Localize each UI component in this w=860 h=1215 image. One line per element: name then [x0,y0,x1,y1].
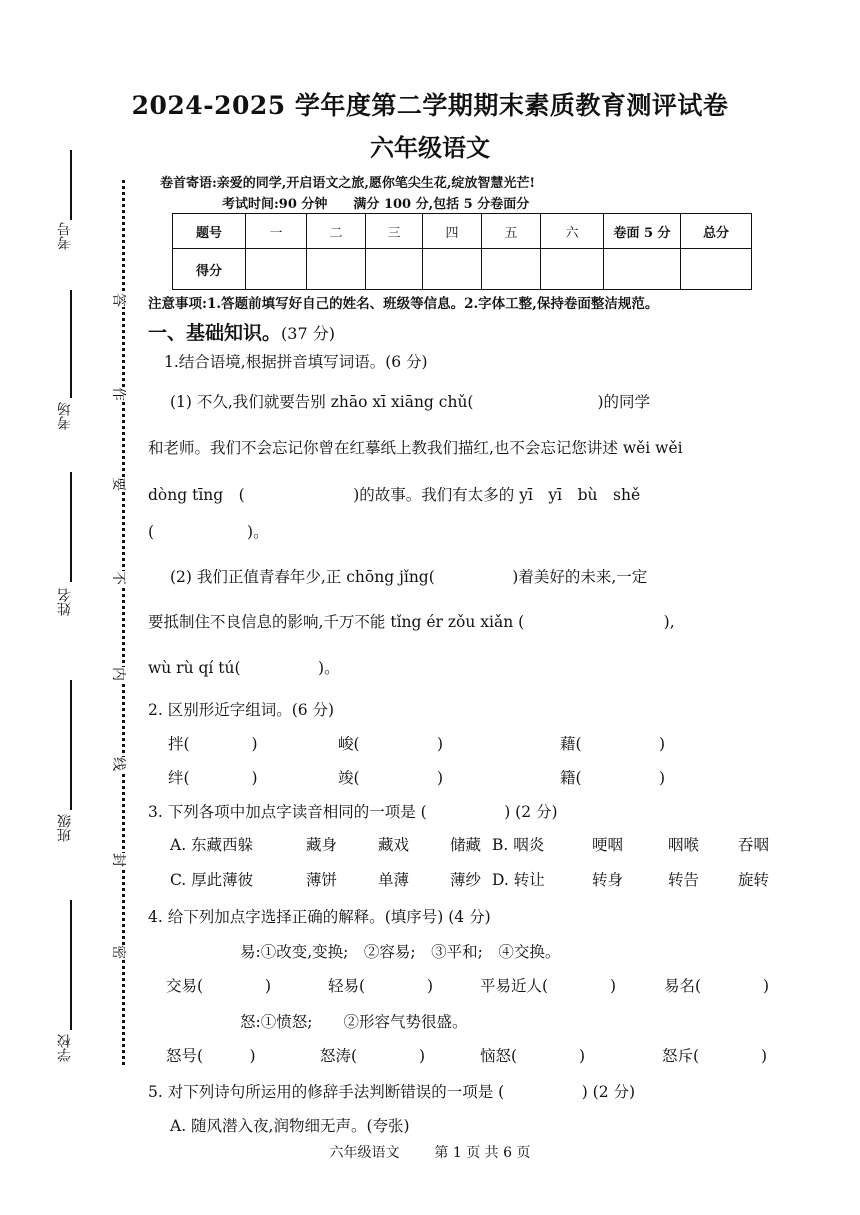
q5-option-a[interactable]: A. 随风潜入夜,润物细无声。(夸张) [170,1117,410,1135]
section-1-heading [148,318,335,345]
label-name: 姓名 [57,588,73,616]
q4-item[interactable]: 轻易( ) [328,977,434,995]
q3-word: 转告 [668,871,700,889]
table-cell: 题号 [173,214,246,249]
q4-nu-definition: 怒:①愤怒; ②形容气势很盛。 [240,1013,468,1031]
q4-item[interactable]: 交易( ) [166,977,272,995]
q1-p1-line4: ( )。 [148,523,269,541]
fill-line[interactable] [70,472,72,582]
score-cell[interactable] [482,249,541,290]
section-1-score: (37 分) [281,324,335,343]
q1-p1-line2: 和老师。我们不会忘记你曾在红摹纸上教我们描红,也不会忘记您讲述 wěi wěi [148,439,683,457]
seal-char: 内 [107,667,131,681]
section-1-title: 一、基础知识。 [148,322,282,344]
q5-stem: 5. 对下列诗句所运用的修辞手法判断错误的一项是 ( ) (2 分) [148,1083,636,1101]
q1-p1-line1: (1) 不久,我们就要告别 zhāo xī xiāng chǔ( )的同学 [170,393,651,411]
table-cell: 四 [423,214,482,249]
q3-word: 储藏 [450,836,482,854]
score-table-header-row [173,214,752,249]
q1-p1-line3: dòng tīng ( )的故事。我们有太多的 yī yī bù shě [148,486,641,504]
q1-p2-line1: (2) 我们正值青春年少,正 chōng jǐng( )着美好的未来,一定 [170,568,648,586]
q2-item[interactable]: 拌( ) [168,735,258,753]
table-cell: 卷面 5 分 [604,214,681,249]
q2-item[interactable]: 竣( ) [338,769,444,787]
label-class: 班级 [57,814,73,842]
label-exam-room: 考场 [57,402,73,430]
q3-option[interactable]: B. 咽炎 [492,836,545,854]
fill-line[interactable] [70,150,72,220]
exam-title: 2024-2025 学年度第二学期期末素质教育测评试卷 [131,91,729,120]
q2-stem: 2. 区别形近字组词。(6 分) [148,701,335,719]
score-table [172,213,752,290]
q4-item[interactable]: 怒斥( ) [662,1047,768,1065]
table-cell: 总分 [681,214,752,249]
notice: 注意事项:1.答题前填写好自己的姓名、班级等信息。2.字体工整,保持卷面整洁规范。 [148,296,659,312]
q4-stem: 4. 给下列加点字选择正确的解释。(填序号) (4 分) [148,908,491,926]
motto: 卷首寄语:亲爱的同学,开启语文之旅,愿你笔尖生花,绽放智慧光芒! [160,176,536,191]
q4-yi-definition: 易:①改变,变换; ②容易; ③平和; ④交换。 [240,943,561,961]
footer-page-number: 第 1 页 共 6 页 [434,1145,531,1161]
score-cell[interactable] [541,249,604,290]
table-cell: 五 [482,214,541,249]
q4-item[interactable]: 恼怒( ) [480,1047,586,1065]
seal-char: 不 [107,571,131,585]
table-cell: 三 [366,214,423,249]
fill-line[interactable] [70,680,72,810]
q3-word: 旋转 [738,871,770,889]
q3-stem: 3. 下列各项中加点字读音相同的一项是 ( ) (2 分) [148,803,558,821]
score-cell[interactable] [246,249,307,290]
q2-item[interactable]: 藉( ) [560,735,666,753]
label-school: 学校 [57,1034,73,1062]
q2-item[interactable]: 峻( ) [338,735,444,753]
q2-item[interactable]: 籍( ) [560,769,666,787]
q3-word: 吞咽 [738,836,770,854]
q3-word: 藏戏 [378,836,410,854]
score-cell[interactable] [604,249,681,290]
q4-item[interactable]: 怒号( ) [166,1047,256,1065]
q4-item[interactable]: 平易近人( ) [480,977,617,995]
score-cell[interactable] [307,249,366,290]
page-footer [0,1142,860,1162]
seal-char: 封 [107,853,131,867]
label-exam-number: 考号 [57,222,73,250]
seal-char: 线 [107,757,131,771]
table-cell: 六 [541,214,604,249]
score-table-score-row [173,249,752,290]
q1-stem: 1.结合语境,根据拼音填写词语。(6 分) [164,353,428,371]
fill-line[interactable] [70,900,72,1030]
q3-word: 藏身 [306,836,338,854]
table-cell: 二 [307,214,366,249]
q1-p2-line2: 要抵制住不良信息的影响,千万不能 tǐng ér zǒu xiǎn ( ), [148,613,675,631]
footer-subject: 六年级语文 [329,1145,400,1161]
seal-char: 作 [107,387,131,401]
exam-info: 考试时间:90 分钟 满分 100 分,包括 5 分卷面分 [222,197,530,212]
score-cell[interactable] [423,249,482,290]
q3-option[interactable]: D. 转让 [492,871,545,889]
seal-char: 密 [107,945,131,959]
q3-word: 转身 [592,871,624,889]
q1-p2-line3: wù rù qí tú( )。 [148,659,340,677]
q3-option[interactable]: A. 东藏西躲 [170,836,254,854]
score-cell[interactable] [681,249,752,290]
q3-word: 薄纱 [450,871,482,889]
q3-word: 咽喉 [668,836,700,854]
q4-item[interactable]: 易名( ) [664,977,770,995]
q3-option[interactable]: C. 厚此薄彼 [170,871,254,889]
q3-word: 薄饼 [306,871,338,889]
q3-word: 单薄 [378,871,410,889]
score-cell[interactable] [366,249,423,290]
q2-item[interactable]: 绊( ) [168,769,258,787]
seal-char: 答 [107,293,131,307]
seal-char: 要 [107,477,131,491]
q4-item[interactable]: 怒涛( ) [320,1047,426,1065]
table-cell: 得分 [173,249,246,290]
fill-line[interactable] [70,290,72,398]
table-cell: 一 [246,214,307,249]
q3-word: 哽咽 [592,836,624,854]
exam-subtitle: 六年级语文 [370,133,490,162]
seal-dotted-line [122,180,125,1065]
